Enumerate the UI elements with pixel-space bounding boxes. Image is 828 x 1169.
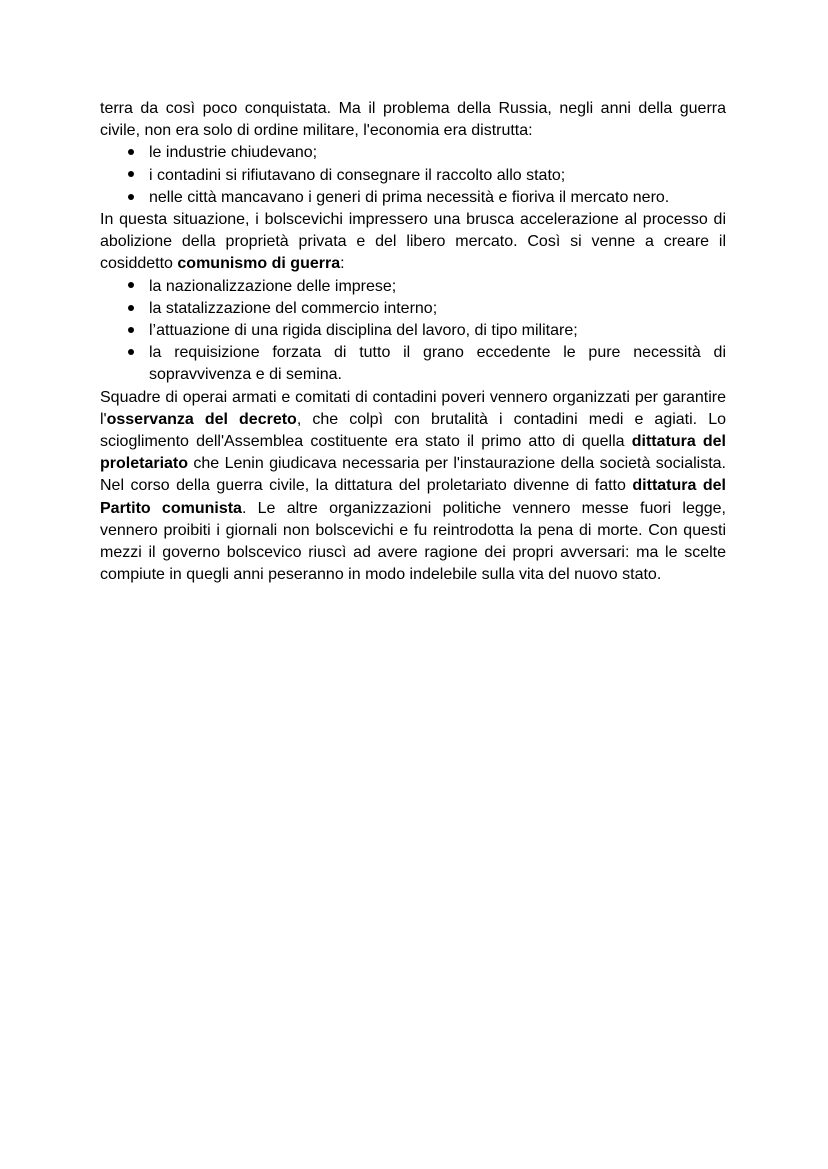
- paragraph-dictatorship: [100, 387, 726, 587]
- bullet-icon: [126, 142, 136, 164]
- paragraph-text: , che colpì con brutalità i contadini medi e agiati. Lo scioglimento dell'Assemblea costituente era stato il primo atto di quella: [100, 410, 727, 451]
- list-item: [100, 298, 726, 320]
- list-item-text: nelle città mancavano i generi di prima necessità e fioriva il mercato nero.: [149, 188, 670, 206]
- bold-term-party-dictatorship: dittatura del Partito comunista: [100, 477, 726, 517]
- paragraph-text: :: [340, 255, 345, 273]
- bullet-icon: [126, 342, 136, 364]
- list-item: [100, 342, 726, 386]
- list-item-text: la nazionalizzazione delle imprese;: [149, 277, 397, 295]
- list-item: [100, 276, 726, 298]
- bullet-icon: [126, 320, 136, 342]
- list-item-text: i contadini si rifiutavano di consegnare il raccolto allo stato;: [149, 166, 566, 184]
- bullet-icon: [126, 298, 136, 320]
- list-war-communism-measures: [100, 276, 726, 387]
- bold-term-proletariat-dictatorship: dittatura del proletariato: [100, 433, 727, 473]
- paragraph-text: . Le altre organizzazioni politiche vennero messe fuori legge, vennero proibiti i giornali non bolscevichi e fu reintrodotta la pena di morte. Con questi mezzi il governo bolscevico riuscì ad avere ragione dei propri avversari: ma le scelte compiute in quegli anni peseranno in modo indelebile sulla vita del nuovo stato.: [100, 499, 727, 584]
- list-item-text: la requisizione forzata di tutto il grano eccedente le pure necessità di sopravvivenza e di semina.: [149, 344, 726, 384]
- paragraph-war-communism: [100, 209, 726, 276]
- bullet-icon: [126, 165, 136, 187]
- list-item-text: l’attuazione di una rigida disciplina del lavoro, di tipo militare;: [149, 322, 578, 340]
- list-item-text: le industrie chiudevano;: [149, 144, 318, 162]
- list-economy-problems: [100, 142, 726, 209]
- list-item: [100, 142, 726, 164]
- list-item: [100, 320, 726, 342]
- list-item-text: la statalizzazione del commercio interno;: [149, 299, 438, 317]
- list-item: [100, 165, 726, 187]
- bullet-icon: [126, 187, 136, 209]
- document-body: [100, 98, 726, 586]
- list-item: [100, 187, 726, 209]
- bold-term-war-communism: comunismo di guerra: [177, 255, 341, 273]
- paragraph-text: Squadre di operai armati e comitati di contadini poveri vennero organizzati per garantire l': [100, 388, 726, 428]
- paragraph-text: In questa situazione, i bolscevichi impressero una brusca accelerazione al processo di abolizione della proprietà privata e del libero mercato. Così si venne a creare il cosiddetto: [100, 211, 726, 273]
- bold-term-decree: osservanza del decreto: [106, 410, 297, 428]
- paragraph-intro: terra da così poco conquistata. Ma il problema della Russia, negli anni della guerra civile, non era solo di ordine militare, l'economia era distrutta:: [100, 100, 726, 140]
- bullet-icon: [126, 276, 136, 298]
- paragraph-text: che Lenin giudicava necessaria per l'instaurazione della società socialista. Nel corso della guerra civile, la dittatura del proletariato divenne di fatto: [100, 455, 726, 495]
